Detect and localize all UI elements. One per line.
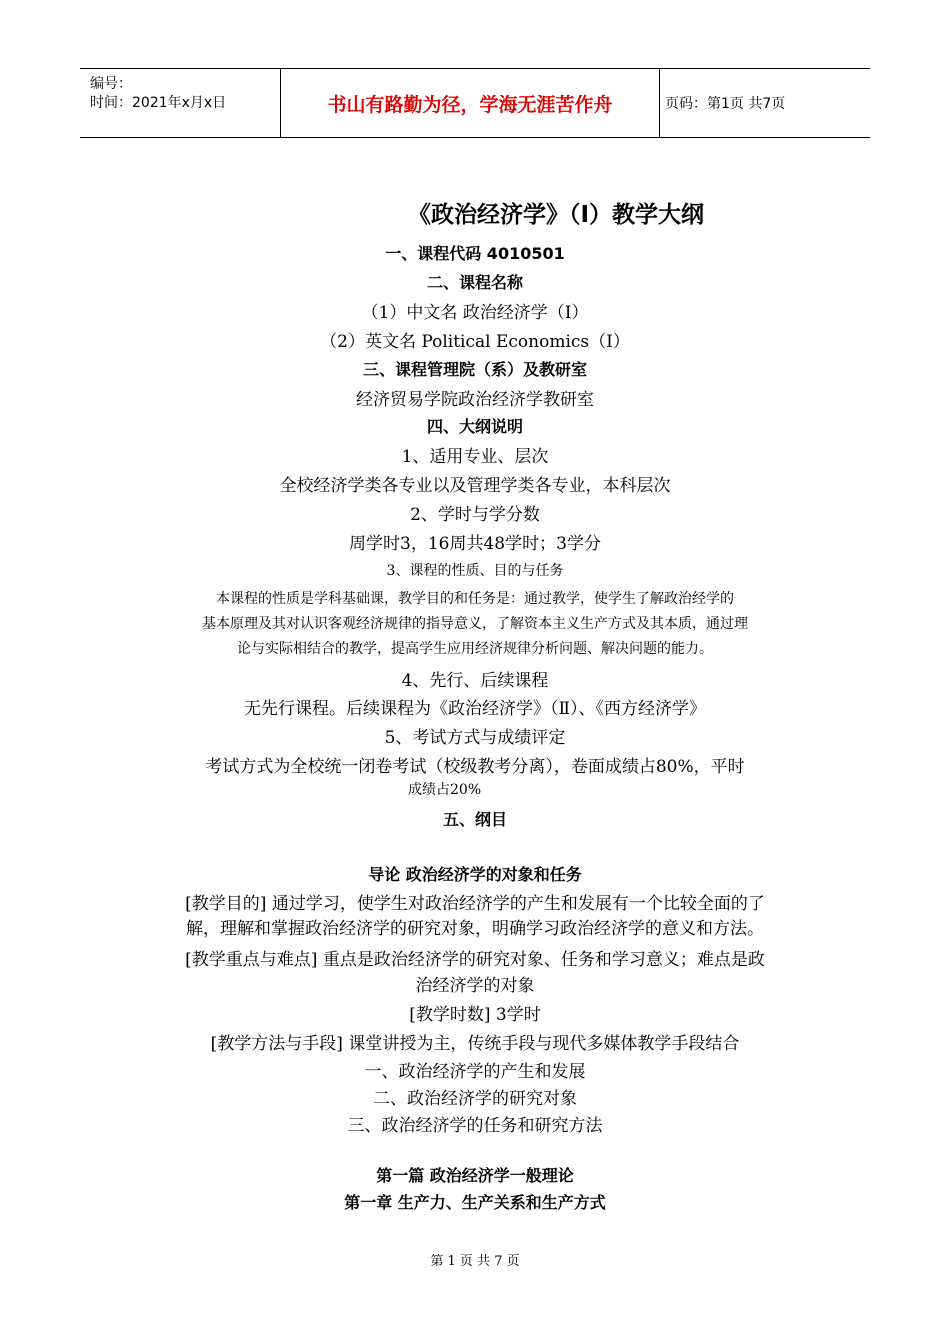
intro-aim-line-1: [教学目的] 通过学习，使学生对政治经济学的产生和发展有一个比较全面的了 [185,894,765,914]
header-meta-cell [80,69,280,137]
majors-text: 全校经济学类各专业以及管理学类各专业，本科层次 [279,476,671,496]
header-motto: 书山有路勤为径，学海无涯苦作舟 [280,69,660,137]
part-one-title: 第一篇 政治经济学一般理论 [376,1166,574,1185]
number-label: 编号： [90,76,132,92]
intro-key-line-1: [教学重点与难点] 重点是政治经济学的研究对象、任务和学习意义；难点是政 [185,950,765,970]
page-footer: 第 1 页 共 7 页 [430,1254,520,1269]
department-text: 经济贸易学院政治经济学教研室 [356,390,594,410]
document-title: 《政治经济学》（Ⅰ）教学大纲 [408,202,705,228]
subsection-prerequisites: 4、先行、后续课程 [401,671,549,691]
section-syllabus-notes: 四、大纲说明 [426,417,523,436]
nature-line-3: 论与实际相结合的教学，提高学生应用经济规律分析问题、解决问题的能力。 [237,641,713,657]
page-header-table [80,68,870,138]
subsection-hours-credits: 2、学时与学分数 [410,505,540,525]
time-label: 时间：2021年x月x日 [90,95,227,111]
intro-item-3: 三、政治经济学的任务和研究方法 [347,1116,603,1136]
intro-item-2: 二、政治经济学的研究对象 [373,1089,577,1109]
hours-credits-text: 周学时3，16周共48学时；3学分 [349,534,601,554]
header-page-info: 页码：第1页 共7页 [665,96,786,112]
chapter-one-title: 第一章 生产力、生产关系和生产方式 [344,1193,606,1212]
exam-line-1: 考试方式为全校统一闭卷考试（校级教考分离），卷面成绩占80%，平时 [205,757,745,777]
intro-method: [教学方法与手段] 课堂讲授为主，传统手段与现代多媒体教学手段结合 [210,1034,740,1054]
section-course-name: 二、课程名称 [426,273,523,292]
section-outline: 五、纲目 [442,810,507,829]
subsection-nature: 3、课程的性质、目的与任务 [386,563,564,579]
course-name-cn: （1）中文名 政治经济学（Ⅰ） [361,303,589,323]
section-course-code: 一、课程代码 4010501 [385,244,565,263]
intro-hours: [教学时数] 3学时 [409,1005,541,1025]
exam-line-2: 成绩占20% [408,782,482,798]
course-name-en: （2）英文名 Political Economics（Ⅰ） [320,332,630,352]
subsection-exam: 5、考试方式与成绩评定 [384,728,566,748]
intro-aim-line-2: 解，理解和掌握政治经济学的研究对象，明确学习政治经济学的意义和方法。 [186,919,764,939]
nature-line-1: 本课程的性质是学科基础课，教学目的和任务是：通过教学，使学生了解政治经学的 [216,591,734,607]
section-department: 三、课程管理院（系）及教研室 [362,360,587,379]
intro-key-line-2: 治经济学的对象 [415,976,535,996]
intro-title: 导论 政治经济学的对象和任务 [368,865,582,884]
nature-line-2: 基本原理及其对认识客观经济规律的指导意义，了解资本主义生产方式及其本质，通过理 [202,616,748,632]
prerequisites-text: 无先行课程。后续课程为《政治经济学》（Ⅱ）、《西方经济学》 [243,699,707,719]
subsection-majors: 1、适用专业、层次 [401,447,549,467]
intro-item-1: 一、政治经济学的产生和发展 [364,1062,586,1082]
